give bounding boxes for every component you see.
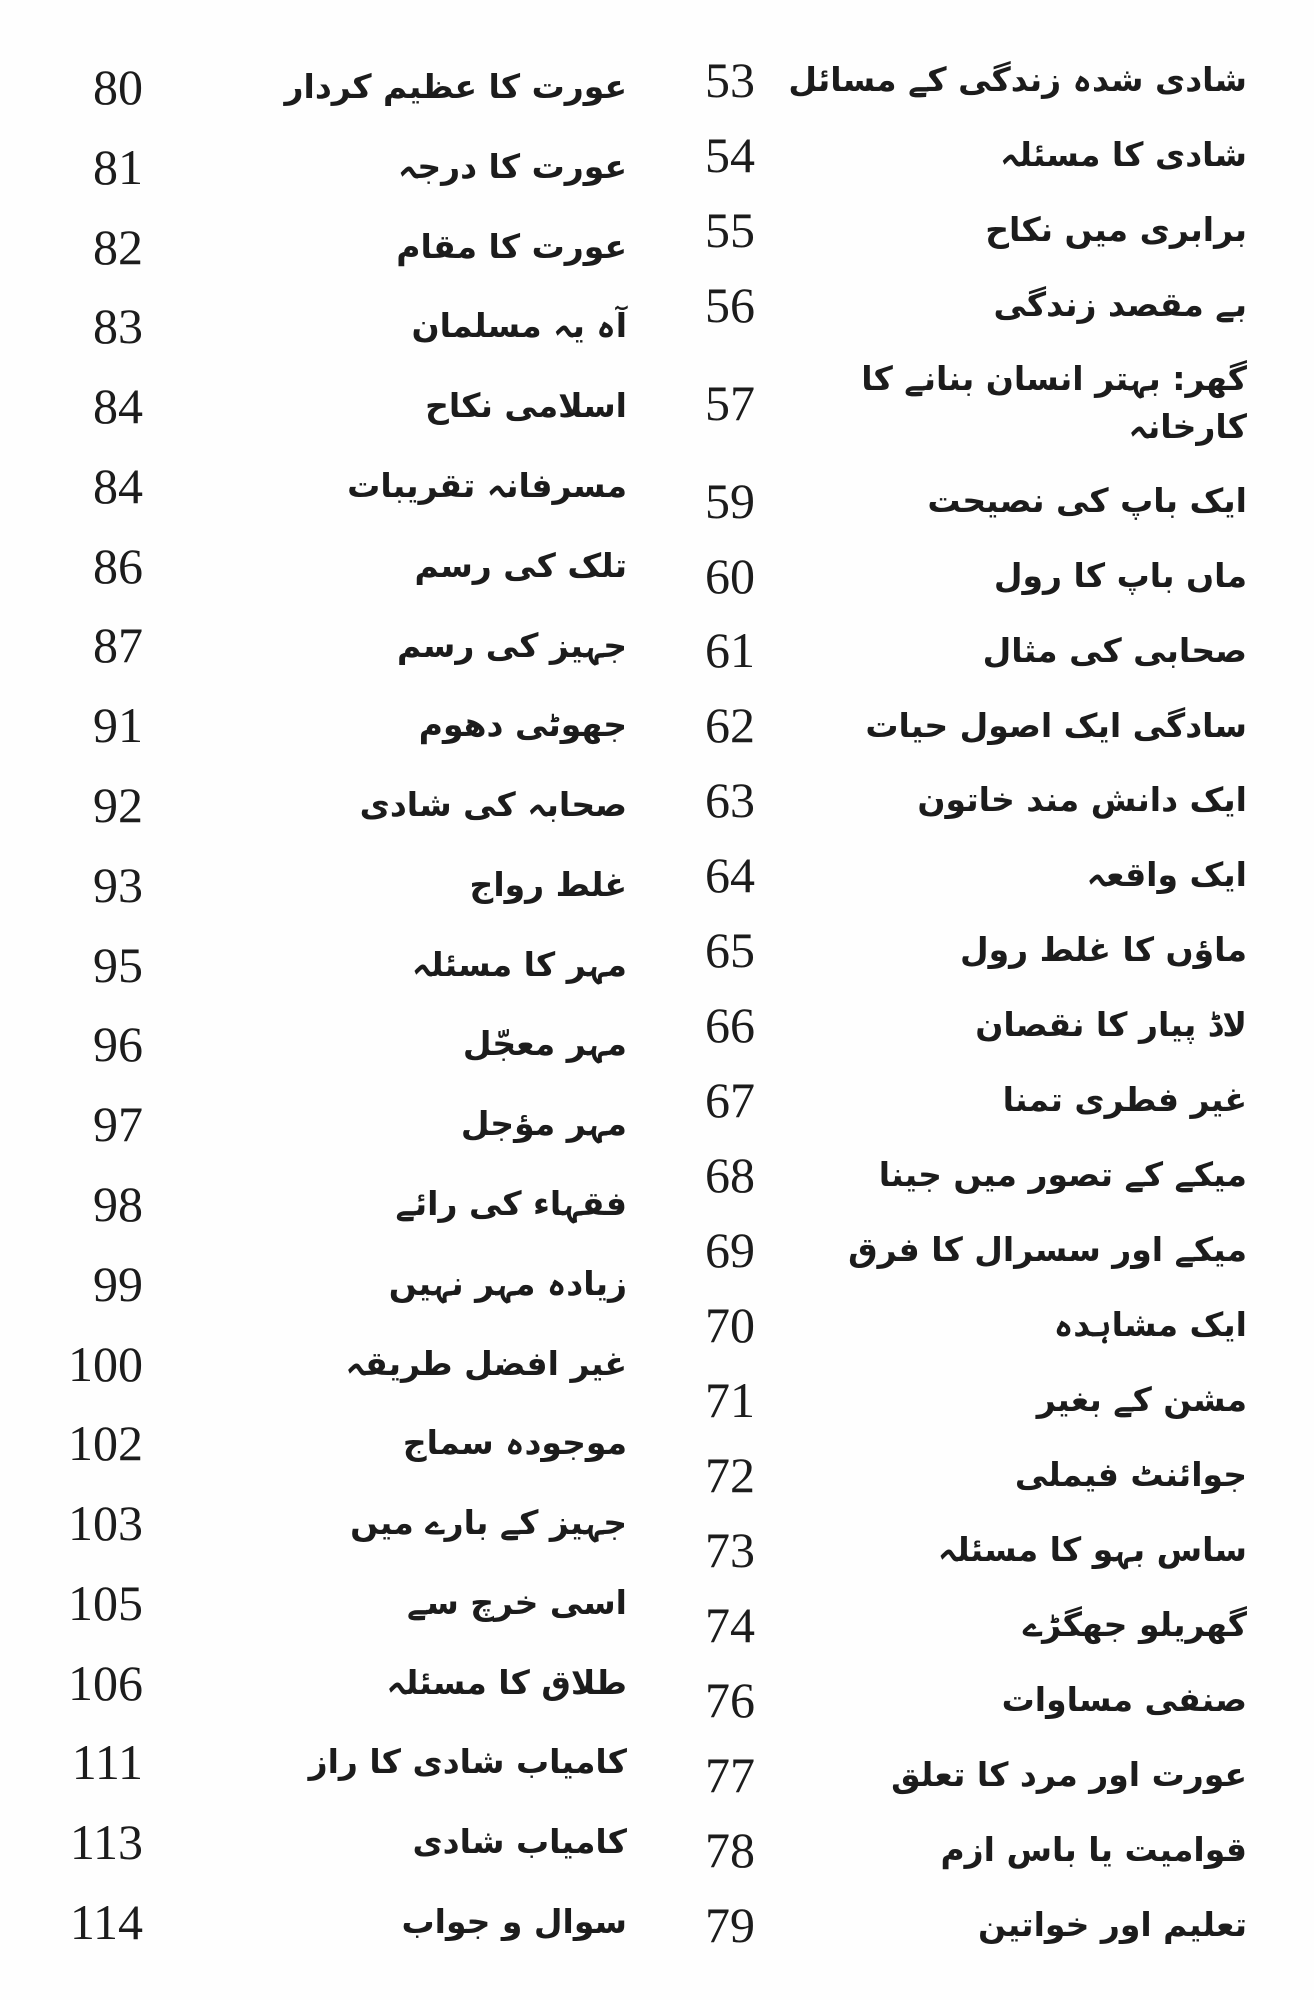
toc-row — [48, 378, 627, 435]
toc-row — [660, 1072, 1247, 1129]
toc-row — [48, 1335, 627, 1392]
toc-row — [48, 1175, 627, 1232]
toc-row — [48, 697, 627, 754]
chapter-title: کامیاب شادی — [412, 1822, 627, 1862]
page-number: 59 — [705, 472, 755, 529]
toc-row — [48, 1654, 627, 1711]
toc-row — [48, 1814, 627, 1871]
toc-row — [660, 1447, 1247, 1504]
toc-row — [48, 1096, 627, 1153]
chapter-title: برابری میں نکاح — [985, 210, 1247, 250]
chapter-title: آہ یہ مسلمان — [411, 306, 627, 346]
chapter-title: غیر افضل طریقہ — [345, 1343, 627, 1383]
toc-row — [660, 1147, 1247, 1204]
toc-row — [660, 126, 1247, 183]
page-number: 55 — [705, 201, 755, 258]
toc-row — [660, 355, 1247, 451]
toc-row — [660, 276, 1247, 333]
chapter-title: کامیاب شادی کا راز — [308, 1742, 627, 1782]
toc-row — [660, 1747, 1247, 1803]
toc-row — [48, 936, 627, 993]
toc-row — [48, 1255, 627, 1312]
chapter-title: اسلامی نکاح — [425, 386, 627, 426]
toc-row — [660, 697, 1247, 754]
page-number: 106 — [68, 1654, 143, 1711]
chapter-title: جہیز کی رسم — [396, 625, 627, 665]
chapter-title: لاڈ پیار کا نقصان — [975, 1005, 1247, 1045]
chapter-title: سوال و جواب — [401, 1902, 627, 1942]
page-number: 70 — [705, 1297, 755, 1354]
page-number: 91 — [93, 697, 143, 754]
page-number: 92 — [93, 777, 143, 834]
chapter-title: عورت اور مرد کا تعلق — [891, 1755, 1247, 1795]
chapter-title: شادی شدہ زندگی کے مسائل — [788, 60, 1247, 100]
page-number: 111 — [71, 1734, 143, 1791]
chapter-title: ایک دانش مند خاتون — [917, 780, 1247, 820]
page-number: 73 — [705, 1522, 755, 1579]
page-number: 81 — [93, 138, 143, 195]
chapter-title: ایک واقعہ — [1086, 855, 1247, 895]
page-number: 105 — [68, 1574, 143, 1631]
toc-row — [48, 1016, 627, 1073]
page-number: 93 — [93, 856, 143, 913]
chapter-title: مہر معجّل — [462, 1024, 627, 1064]
toc-row — [660, 1372, 1247, 1429]
chapter-title: تعلیم اور خواتین — [978, 1905, 1247, 1945]
toc-row — [660, 52, 1247, 108]
page-number: 76 — [705, 1672, 755, 1729]
page-number: 114 — [69, 1893, 143, 1950]
chapter-title: اسی خرچ سے — [406, 1582, 627, 1622]
toc-row — [660, 922, 1247, 979]
page-number: 53 — [705, 52, 755, 108]
page-number: 68 — [705, 1147, 755, 1204]
page-number: 69 — [705, 1222, 755, 1279]
page-number: 82 — [93, 218, 143, 275]
chapter-title: صحابہ کی شادی — [359, 785, 627, 825]
chapter-title: گھریلو جھگڑے — [1022, 1605, 1247, 1645]
chapter-title: موجودہ سماج — [402, 1423, 627, 1463]
page-number: 67 — [705, 1072, 755, 1129]
page-number: 86 — [93, 537, 143, 594]
toc-row — [660, 201, 1247, 258]
toc-row — [660, 472, 1247, 529]
page-number: 77 — [705, 1747, 755, 1803]
page-number: 100 — [68, 1335, 143, 1392]
toc-row — [48, 1415, 627, 1472]
page-number: 84 — [93, 378, 143, 435]
chapter-title: جھوٹی دھوم — [418, 705, 627, 745]
chapter-title: عورت کا مقام — [396, 226, 627, 266]
toc-row — [660, 622, 1247, 679]
chapter-title: شادی کا مسئلہ — [1000, 135, 1247, 175]
toc-row — [660, 1297, 1247, 1354]
toc-row — [660, 1896, 1247, 1953]
toc-row — [660, 1597, 1247, 1654]
toc-row — [48, 1893, 627, 1950]
chapter-title: میکے کے تصور میں جینا — [878, 1155, 1247, 1195]
page-number: 62 — [705, 697, 755, 754]
page-number: 66 — [705, 997, 755, 1054]
toc-row — [48, 59, 627, 115]
page-number: 83 — [93, 298, 143, 355]
chapter-title: ماؤں کا غلط رول — [959, 930, 1247, 970]
page-number: 63 — [705, 772, 755, 829]
page-number: 71 — [705, 1372, 755, 1429]
page-number: 60 — [705, 547, 755, 604]
chapter-title: عورت کا درجہ — [397, 146, 627, 186]
toc-row — [660, 847, 1247, 904]
chapter-title: ساس بہو کا مسئلہ — [937, 1530, 1247, 1570]
page-number: 99 — [93, 1255, 143, 1312]
page-number: 64 — [705, 847, 755, 904]
toc-row — [48, 1495, 627, 1552]
toc-column-left — [48, 59, 627, 1950]
page-number: 96 — [93, 1016, 143, 1073]
toc-row — [660, 547, 1247, 604]
toc-row — [660, 1672, 1247, 1729]
chapter-title: غلط رواج — [469, 864, 627, 904]
toc-row — [48, 537, 627, 594]
chapter-title: تلک کی رسم — [414, 545, 627, 585]
chapter-title: ایک مشاہدہ — [1053, 1305, 1247, 1345]
chapter-title: جوائنٹ فیملی — [1014, 1455, 1247, 1495]
toc-row — [48, 777, 627, 834]
toc-row — [660, 772, 1247, 829]
page-number: 87 — [93, 617, 143, 674]
toc-row — [48, 1574, 627, 1631]
page-number: 84 — [93, 457, 143, 514]
page-number: 61 — [705, 622, 755, 679]
chapter-title: طلاق کا مسئلہ — [386, 1662, 627, 1702]
chapter-title: زیادہ مہر نہیں — [388, 1263, 627, 1303]
page-number: 98 — [93, 1175, 143, 1232]
chapter-title: قوامیت یا باس ازم — [940, 1830, 1247, 1870]
page-number: 72 — [705, 1447, 755, 1504]
toc-row — [48, 218, 627, 275]
toc-row — [660, 997, 1247, 1054]
page-number: 56 — [705, 276, 755, 333]
chapter-title: میکے اور سسرال کا فرق — [848, 1230, 1247, 1270]
page-number: 57 — [705, 374, 755, 431]
page-number: 65 — [705, 922, 755, 979]
chapter-title: فقہاء کی رائے — [395, 1184, 627, 1224]
toc-column-right — [660, 52, 1247, 1953]
page-number: 54 — [705, 126, 755, 183]
chapter-title: صحابی کی مثال — [982, 630, 1247, 670]
chapter-title: مہر مؤجل — [460, 1104, 627, 1144]
chapter-title: ماں باپ کا رول — [993, 555, 1247, 595]
chapter-title: جہیز کے بارے میں — [350, 1503, 627, 1543]
page-number: 78 — [705, 1821, 755, 1878]
toc-row — [48, 1734, 627, 1791]
toc-row — [48, 298, 627, 355]
toc-row — [48, 138, 627, 195]
chapter-title: مشن کے بغیر — [1036, 1380, 1247, 1420]
chapter-title: صنفی مساوات — [1001, 1680, 1247, 1720]
toc-row — [48, 457, 627, 514]
chapter-title: مسرفانہ تقریبات — [347, 465, 627, 505]
chapter-title: مہر کا مسئلہ — [411, 944, 627, 984]
toc-row — [660, 1222, 1247, 1279]
page-number: 95 — [93, 936, 143, 993]
page-number: 74 — [705, 1597, 755, 1654]
page-number: 103 — [68, 1495, 143, 1552]
page-number: 79 — [705, 1896, 755, 1953]
page-number: 97 — [93, 1096, 143, 1153]
toc-row — [48, 856, 627, 913]
toc-row — [48, 617, 627, 674]
chapter-title: غیر فطری تمنا — [1002, 1080, 1247, 1120]
chapter-title: گھر: بہتر انسان بنانے کا کارخانہ — [861, 358, 1247, 446]
page-number: 113 — [69, 1814, 143, 1871]
toc-row — [660, 1821, 1247, 1878]
chapter-title: بے مقصد زندگی — [993, 284, 1247, 324]
page-number: 80 — [93, 59, 143, 115]
chapter-title: سادگی ایک اصول حیات — [865, 705, 1247, 745]
chapter-title: ایک باپ کی نصیحت — [927, 480, 1247, 520]
page-number: 102 — [68, 1415, 143, 1472]
chapter-title: عورت کا عظیم کردار — [284, 67, 627, 107]
toc-row — [660, 1522, 1247, 1579]
